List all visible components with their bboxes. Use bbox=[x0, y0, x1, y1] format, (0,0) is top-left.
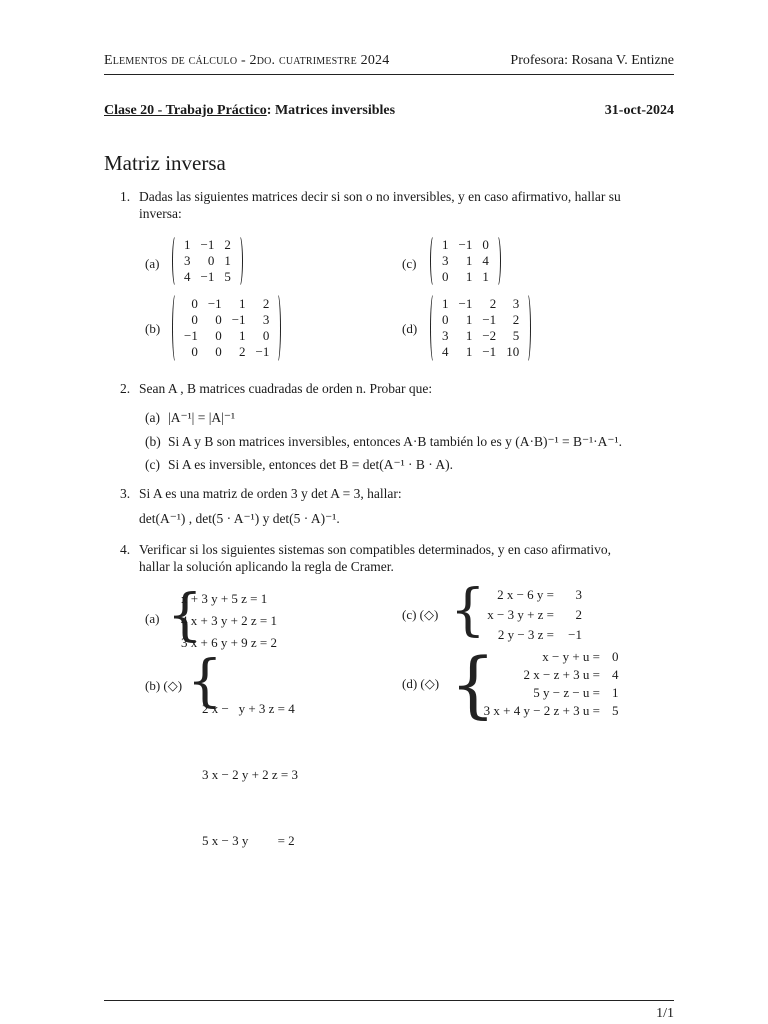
matrix-row bbox=[437, 328, 524, 344]
left-paren bbox=[172, 235, 179, 287]
matrix-cell: −1 bbox=[231, 312, 246, 327]
matrix-cell: −1 bbox=[458, 237, 473, 252]
matrix-cell: 1 bbox=[465, 312, 473, 327]
equation-lhs: 3 x + 4 y − 2 z + 3 u = bbox=[483, 703, 600, 718]
system-d-lhs bbox=[466, 648, 600, 720]
matrix-c-table bbox=[437, 237, 494, 285]
ex4-b-label: (b) (◇) bbox=[145, 678, 183, 693]
matrix-cell: 0 bbox=[191, 312, 198, 327]
matrix-cell: −1 bbox=[200, 269, 215, 284]
ex4-c-label: (c) (◇) bbox=[402, 607, 439, 622]
matrix-cell: −1 bbox=[184, 328, 198, 343]
ex4-line2: hallar la solución aplicando la regla de Cramer. bbox=[139, 559, 394, 574]
matrix-cell: −1 bbox=[207, 296, 222, 311]
matrix-cell: 1 bbox=[442, 296, 449, 311]
matrix-cell: 3 bbox=[442, 328, 449, 343]
matrix-row bbox=[179, 296, 274, 312]
ex2-b-text: Si A y B son matrices inversibles, entonces A·B también lo es y (A·B)⁻¹ = B⁻¹·A⁻¹. bbox=[168, 434, 622, 449]
equation-rhs: 2 bbox=[575, 607, 582, 622]
equation: 3 x − 2 y + 2 z = 3 bbox=[202, 767, 299, 782]
ex3-line2: det(A⁻¹) , det(5 · A⁻¹) y det(5 · A)⁻¹. bbox=[139, 511, 340, 526]
ex3-number: 3. bbox=[120, 486, 131, 501]
ex2-b-label: (b) bbox=[145, 434, 161, 449]
matrix-cell: 0 bbox=[262, 328, 270, 343]
matrix-cell: 1 bbox=[224, 253, 231, 268]
right-paren bbox=[524, 293, 531, 363]
matrix-row bbox=[437, 344, 524, 360]
equation-rhs: 3 bbox=[575, 587, 582, 602]
equation-lhs: 2 y − 3 z = bbox=[497, 627, 554, 642]
matrix-c bbox=[430, 235, 501, 287]
class-title bbox=[104, 103, 395, 119]
matrix-cell: 3 bbox=[262, 312, 270, 327]
class-date: 31-oct-2024 bbox=[604, 103, 674, 118]
left-brace: { bbox=[450, 578, 486, 643]
matrix-cell: 1 bbox=[482, 269, 489, 284]
matrix-cell: 0 bbox=[442, 312, 449, 327]
page-number: 1/1 bbox=[656, 1006, 674, 1021]
left-brace: { bbox=[187, 649, 223, 714]
matrix-cell: 0 bbox=[442, 269, 449, 284]
ex3-line1: Si A es una matriz de orden 3 y det A = 3, hallar: bbox=[139, 486, 402, 501]
matrix-row bbox=[437, 269, 494, 285]
equation-rhs: −1 bbox=[568, 627, 582, 642]
equation-rhs: 0 bbox=[612, 649, 619, 664]
matrix-cell: 1 bbox=[465, 328, 473, 343]
ex4-line1: Verificar si los siguientes sistemas son compatibles determinados, y en caso afirmativo, bbox=[139, 542, 612, 557]
equation: 5 x − 3 y = 2 bbox=[202, 833, 295, 848]
matrix-cell: −1 bbox=[482, 312, 497, 327]
left-paren bbox=[430, 293, 437, 363]
ex2-c-label: (c) bbox=[145, 457, 160, 472]
footer-rule bbox=[104, 1000, 674, 1001]
ex1-text-line2: inversa: bbox=[139, 206, 182, 221]
matrix-cell: 4 bbox=[184, 269, 191, 284]
equation-lhs: 2 x − z + 3 u = bbox=[523, 667, 600, 682]
matrix-cell: 10 bbox=[506, 344, 520, 359]
ex4-a-label: (a) bbox=[145, 611, 160, 626]
matrix-cell: 1 bbox=[442, 237, 449, 252]
matrix-cell: 3 bbox=[512, 296, 520, 311]
teacher-header: Profesora: Rosana V. Entizne bbox=[510, 53, 674, 68]
right-paren bbox=[494, 235, 501, 287]
matrix-b bbox=[172, 293, 281, 363]
matrix-row bbox=[179, 237, 236, 253]
matrix-cell: 4 bbox=[442, 344, 449, 359]
matrix-cell: 0 bbox=[207, 253, 215, 268]
matrix-cell: −2 bbox=[482, 328, 497, 343]
system-c-rhs bbox=[556, 585, 582, 645]
equation-rhs: 4 bbox=[612, 667, 619, 682]
matrix-row bbox=[179, 253, 236, 269]
matrix-row bbox=[437, 237, 494, 253]
matrix-cell: 2 bbox=[262, 296, 270, 311]
ex1-c-label: (c) bbox=[402, 256, 417, 271]
right-paren bbox=[274, 293, 281, 363]
left-brace: { bbox=[450, 642, 496, 726]
matrix-a-table bbox=[179, 237, 236, 285]
system-c-lhs bbox=[466, 585, 554, 645]
ex4-number: 4. bbox=[120, 542, 131, 557]
matrix-cell: 1 bbox=[465, 344, 473, 359]
matrix-cell: 1 bbox=[239, 328, 246, 343]
header-rule bbox=[104, 74, 674, 75]
matrix-cell: 5 bbox=[224, 269, 231, 284]
equation-lhs: x − 3 y + z = bbox=[487, 607, 554, 622]
equation-lhs: 5 y − z − u = bbox=[533, 685, 600, 700]
matrix-cell: −1 bbox=[200, 237, 215, 252]
system-d-rhs bbox=[612, 648, 619, 720]
system-b bbox=[202, 654, 298, 896]
matrix-d bbox=[430, 293, 531, 363]
matrix-cell: −1 bbox=[482, 344, 497, 359]
ex2-intro: Sean A , B matrices cuadradas de orden n. Probar que: bbox=[139, 381, 433, 396]
ex2-a-text: |A⁻¹| = |A|⁻¹ bbox=[168, 410, 236, 425]
equation: 3 x + 6 y + 9 z = 2 bbox=[181, 635, 278, 650]
matrix-cell: 1 bbox=[465, 269, 473, 284]
ex2-c-text: Si A es inversible, entonces det B = det(A⁻¹ · B · A). bbox=[168, 457, 453, 472]
ex1-text-line1: Dadas las siguientes matrices decir si son o no inversibles, y en caso afirmativo, hallar su bbox=[139, 189, 621, 204]
matrix-cell: 5 bbox=[512, 328, 520, 343]
ex2-a-label: (a) bbox=[145, 410, 160, 425]
ex2-number: 2. bbox=[120, 381, 131, 396]
equation-lhs: x − y + u = bbox=[542, 649, 600, 664]
ex1-b-label: (b) bbox=[145, 321, 161, 336]
equation: 2 x − y + 3 z = 4 bbox=[202, 701, 295, 716]
ex1-d-label: (d) bbox=[402, 321, 418, 336]
matrix-cell: 0 bbox=[191, 296, 198, 311]
ex4-d-label: (d) (◇) bbox=[402, 676, 440, 691]
matrix-row bbox=[179, 269, 236, 285]
matrix-cell: 3 bbox=[442, 253, 449, 268]
matrix-cell: 2 bbox=[224, 237, 231, 252]
matrix-b-table bbox=[179, 296, 274, 360]
class-colon: : bbox=[266, 103, 272, 118]
matrix-row bbox=[437, 312, 524, 328]
equation: 4 x + 3 y + 2 z = 1 bbox=[181, 613, 278, 628]
equation-rhs: 5 bbox=[612, 703, 619, 718]
matrix-cell: 4 bbox=[482, 253, 489, 268]
class-label: Clase 20 - Trabajo Práctico bbox=[104, 103, 267, 118]
right-paren bbox=[236, 235, 243, 287]
matrix-cell: 2 bbox=[489, 296, 497, 311]
equation: x + 3 y + 5 z = 1 bbox=[181, 591, 268, 606]
matrix-cell: 2 bbox=[512, 312, 520, 327]
matrix-row bbox=[179, 312, 274, 328]
equation-rhs: 1 bbox=[612, 685, 619, 700]
matrix-row bbox=[179, 328, 274, 344]
matrix-cell: −1 bbox=[255, 344, 270, 359]
matrix-cell: 0 bbox=[215, 328, 222, 343]
matrix-cell: 1 bbox=[184, 237, 191, 252]
section-title: Matriz inversa bbox=[104, 151, 226, 175]
matrix-d-table bbox=[437, 296, 524, 360]
matrix-cell: 1 bbox=[239, 296, 246, 311]
matrix-cell: 0 bbox=[482, 237, 489, 252]
left-paren bbox=[172, 293, 179, 363]
matrix-a bbox=[172, 235, 243, 287]
equation-lhs: 2 x − 6 y = bbox=[497, 587, 554, 602]
left-paren bbox=[430, 235, 437, 287]
matrix-cell: 0 bbox=[191, 344, 198, 359]
class-topic: Matrices inversibles bbox=[274, 103, 396, 118]
matrix-cell: −1 bbox=[458, 296, 473, 311]
matrix-row bbox=[179, 344, 274, 360]
matrix-cell: 0 bbox=[215, 344, 222, 359]
left-brace: { bbox=[167, 583, 203, 648]
ex1-a-label: (a) bbox=[145, 256, 160, 271]
matrix-cell: 0 bbox=[215, 312, 222, 327]
system-a bbox=[181, 588, 277, 654]
ex1-number: 1. bbox=[120, 189, 131, 204]
matrix-cell: 1 bbox=[465, 253, 473, 268]
matrix-row bbox=[437, 253, 494, 269]
matrix-cell: 2 bbox=[239, 344, 246, 359]
matrix-row bbox=[437, 296, 524, 312]
matrix-cell: 3 bbox=[184, 253, 191, 268]
course-header: Elementos de cálculo - 2do. cuatrimestre 2024 bbox=[104, 53, 390, 68]
